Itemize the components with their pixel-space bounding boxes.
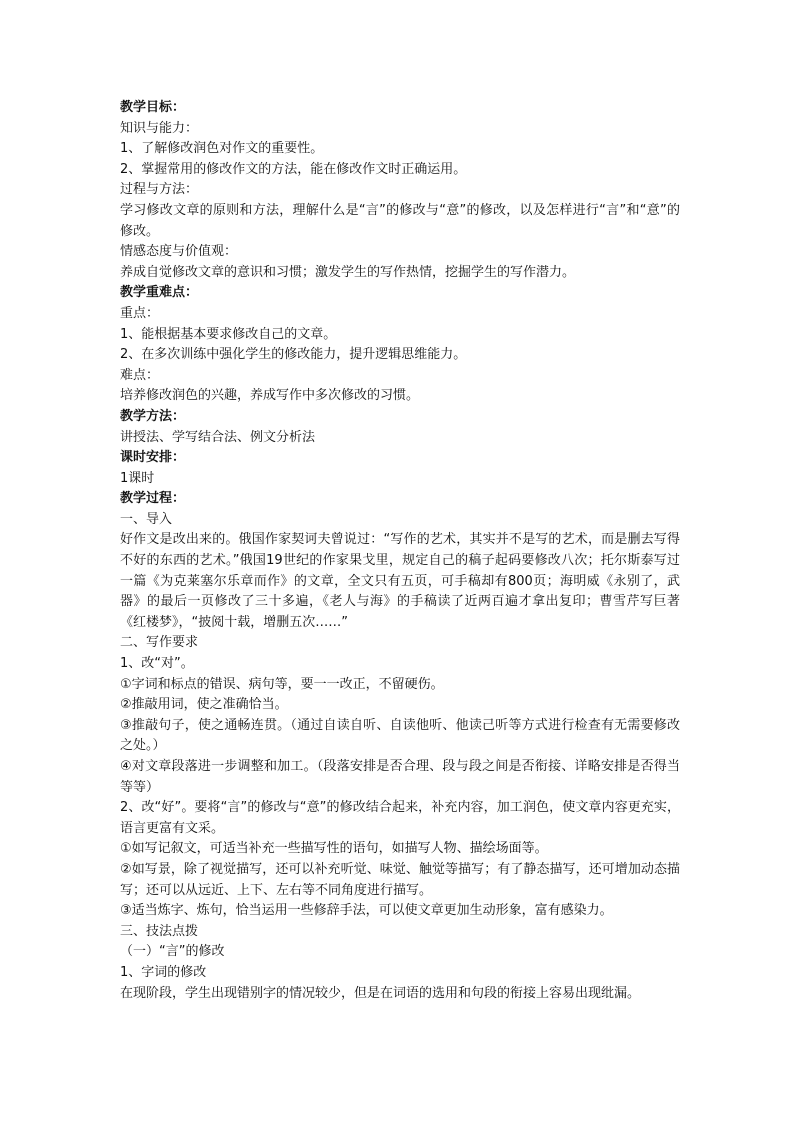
- objective-item: 2、掌握常用的修改作文的方法，能在修改作文时正确运用。: [120, 161, 467, 177]
- subsection-word-revision: 1、字词的修改: [120, 964, 207, 980]
- subheading-difficult-points: 难点：: [120, 367, 160, 383]
- requirement-subitem: ③推敲句子，使之通畅连贯。（通过自读自听、自读他听、他读己听等方式进行检查有无需要修改之处。）: [120, 717, 680, 754]
- subheading-attitude-values: 情感态度与价值观：: [120, 244, 238, 260]
- objective-item: 1、了解修改润色对作文的重要性。: [120, 141, 324, 157]
- paragraph-word-revision: 在现阶段，学生出现错别字的情况较少，但是在词语的选用和句段的衔接上容易出现纰漏。: [120, 985, 641, 1001]
- requirement-subitem: ④对文章段落进一步调整和加工。（段落安排是否合理、段与段之间是否衔接、详略安排是否得当等等）: [120, 759, 680, 795]
- heading-teaching-objectives: 教学目标：: [120, 100, 186, 115]
- heading-class-hours: 课时安排：: [120, 450, 186, 466]
- paragraph-introduction: 好作文是改出来的。俄国作家契诃夫曾说过：“写作的艺术，其实并不是写的艺术，而是删去写得不好的东西的艺术。”俄国19世纪的作家果戈里，规定自己的稿子起码要修改八次；托尔斯泰写过一篇《为克莱塞尔乐章而作》的文章，全文只有五页，可手稿却有800页；海明威《永别了，武器》的最后一页修改了三十多遍，《老人与海》的手稿读了近两百遍才拿出复印；曹雪芹写巨著《红楼梦》，“披阅十载，增删五次……”: [120, 532, 680, 630]
- section-technique-tips: 三、技法点拨: [120, 923, 199, 939]
- requirement-item: 2、改“好”。要将“言”的修改与“意”的修改结合起来，补充内容，加工润色，使文章内容更充实，语言更富有文采。: [120, 800, 680, 836]
- heading-key-difficult-points: 教学重难点：: [120, 285, 199, 301]
- paragraph-attitude-values: 养成自觉修改文章的意识和习惯；激发学生的写作热情，挖掘学生的写作潜力。: [120, 264, 576, 280]
- subheading-knowledge-ability: 知识与能力：: [120, 120, 199, 136]
- teaching-methods-text: 讲授法、学写结合法、例文分析法: [120, 429, 316, 445]
- subheading-process-method: 过程与方法：: [120, 182, 199, 198]
- requirement-subitem: ②推敲用词，使之准确恰当。: [120, 697, 288, 713]
- class-hours-text: 1课时: [120, 470, 155, 486]
- requirement-subitem: ③适当炼字、炼句，恰当运用一些修辞手法，可以使文章更加生动形象，富有感染力。: [120, 903, 613, 919]
- subheading-key-points: 重点：: [120, 305, 160, 321]
- document-page: [120, 98, 680, 1004]
- subsection-language-revision: （一）“言”的修改: [120, 944, 225, 960]
- heading-teaching-methods: 教学方法：: [120, 408, 186, 424]
- requirement-subitem: ①字词和标点的错误、病句等，要一一改正，不留硬伤。: [120, 676, 444, 692]
- difficult-point-text: 培养修改润色的兴趣，养成写作中多次修改的习惯。: [120, 388, 420, 404]
- requirement-item: 1、改“对”。: [120, 656, 194, 672]
- section-writing-requirements: 二、写作要求: [120, 635, 199, 651]
- requirement-subitem: ②如写景，除了视觉描写，还可以补充听觉、味觉、触觉等描写；有了静态描写，还可增加动态描写；还可以从远近、上下、左右等不同角度进行描写。: [120, 861, 680, 898]
- paragraph-process-method: 学习修改文章的原则和方法，理解什么是“言”的修改与“意”的修改，以及怎样进行“言”和“意”的修改。: [120, 202, 680, 239]
- requirement-subitem: ①如写记叙文，可适当补充一些描写性的语句，如描写人物、描绘场面等。: [120, 841, 548, 857]
- key-point-item: 1、能根据基本要求修改自己的文章。: [120, 326, 337, 342]
- heading-teaching-process: 教学过程：: [120, 491, 186, 507]
- key-point-item: 2、在多次训练中强化学生的修改能力，提升逻辑思维能力。: [120, 347, 467, 363]
- section-introduction: 一、导入: [120, 511, 173, 527]
